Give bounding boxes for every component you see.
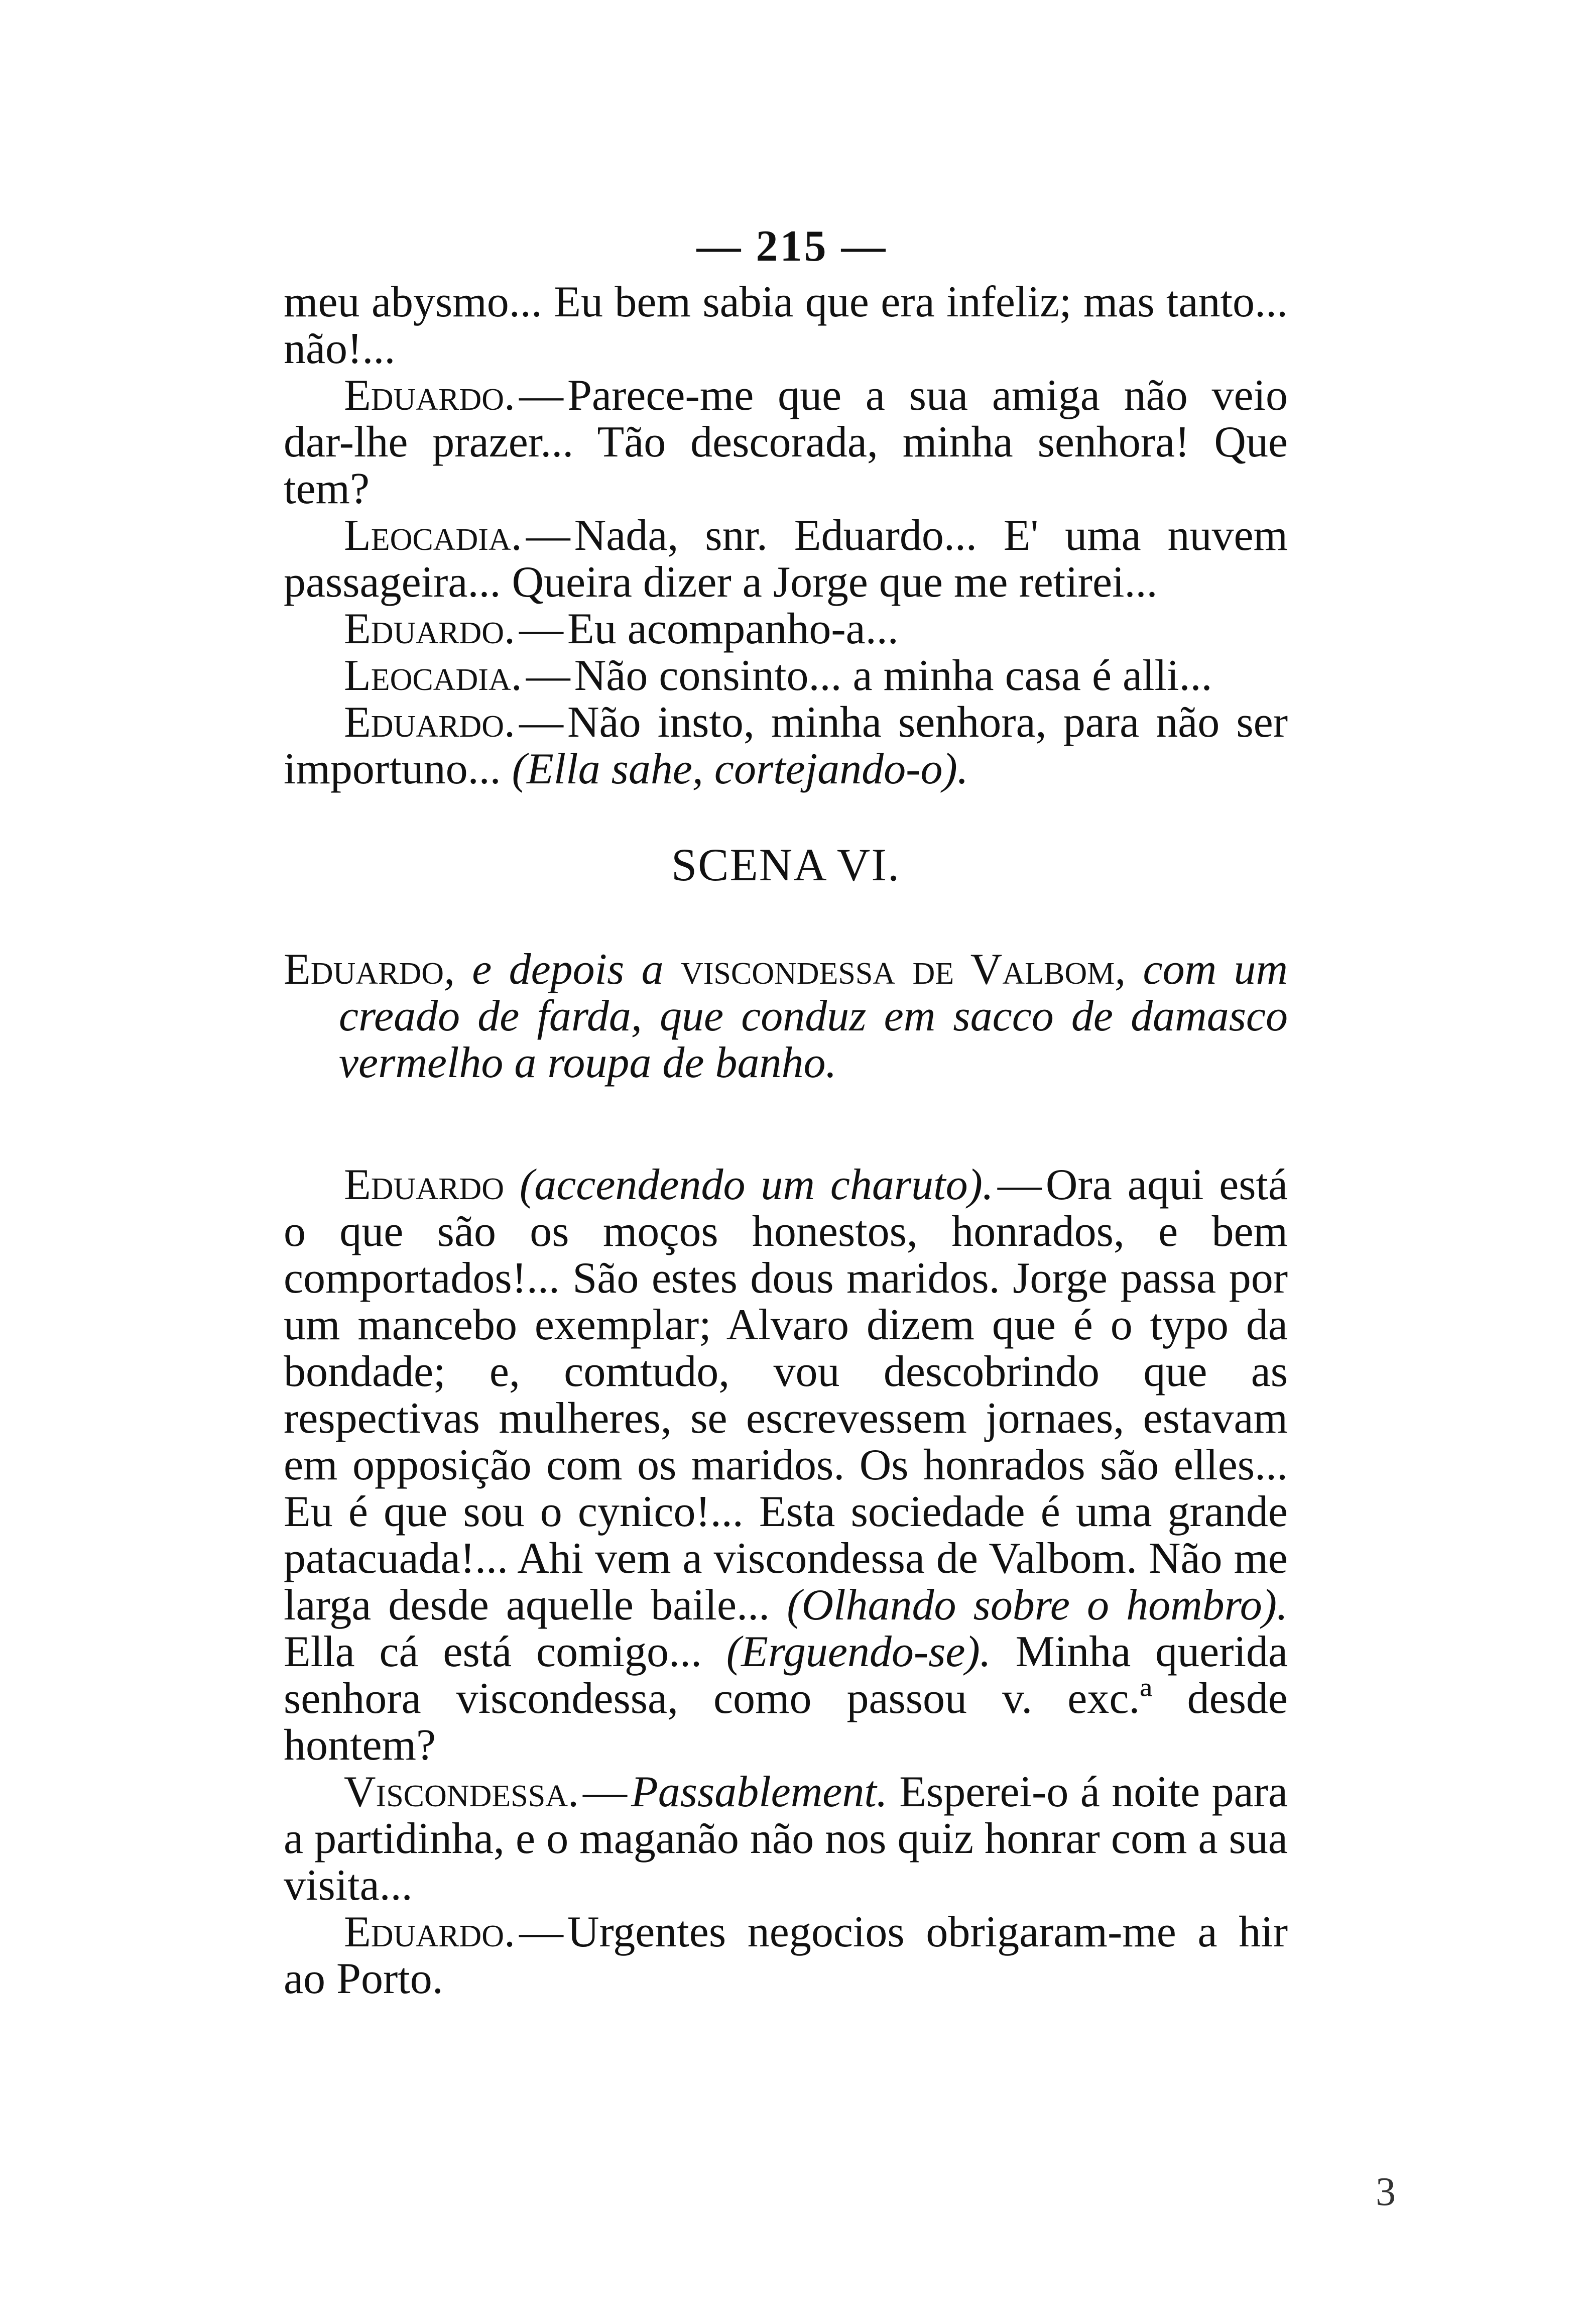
dash: — bbox=[526, 511, 570, 560]
speaker-name: Eduardo bbox=[344, 1160, 504, 1209]
dialogue-line bbox=[284, 699, 1288, 792]
scene-heading: SCENA VI. bbox=[671, 839, 900, 890]
page-number: — 215 — bbox=[696, 222, 888, 271]
cast-name: viscondessa de Valbom bbox=[680, 945, 1115, 994]
foreign-word: Passablement. bbox=[631, 1768, 888, 1816]
dash: — bbox=[526, 651, 570, 700]
dash: — bbox=[997, 1160, 1042, 1209]
dash: — bbox=[519, 371, 563, 420]
speaker-name: Eduardo. bbox=[344, 698, 515, 747]
dialogue-line bbox=[284, 1909, 1288, 2002]
dialogue-line bbox=[284, 1161, 1288, 1769]
signature-mark: 3 bbox=[1376, 2170, 1396, 2214]
dialogue-text: Minha querida senhora viscondessa, como passou v. exc.ª desde hontem? bbox=[284, 1628, 1288, 1770]
dash: — bbox=[519, 698, 563, 747]
dialogue-line bbox=[284, 1769, 1288, 1909]
speaker-name: Leocadia. bbox=[344, 651, 522, 700]
dialogue-line bbox=[284, 372, 1288, 512]
dialogue-text: Parece-me que a sua amiga não veio dar-lhe prazer... Tão descorada, minha senhora! Que tem? bbox=[284, 371, 1288, 513]
dialogue-line bbox=[284, 606, 1288, 652]
paragraph-text: meu abysmo... Eu bem sabia que era infeliz; mas tanto... não!... bbox=[284, 278, 1288, 373]
speaker-name: Leocadia. bbox=[344, 511, 522, 560]
stage-direction: (Erguendo-se). bbox=[726, 1628, 991, 1676]
dialogue-text: Eu acompanho-a... bbox=[567, 605, 899, 653]
dialogue-text: Ella cá está comigo... bbox=[284, 1628, 702, 1676]
dash: — bbox=[519, 1908, 563, 1956]
cast-name: Eduardo bbox=[284, 945, 444, 994]
dash: — bbox=[519, 605, 563, 653]
page-body bbox=[284, 279, 1288, 2002]
dash: — bbox=[582, 1768, 627, 1816]
speaker-name: Eduardo. bbox=[344, 605, 515, 653]
cast-joiner: , e depois a bbox=[443, 945, 664, 994]
dialogue-text: Nada, snr. Eduardo... E' uma nuvem passageira... Queira dizer a Jorge que me retirei... bbox=[284, 511, 1288, 607]
stage-direction: (Ella sahe, cortejando-o). bbox=[512, 745, 968, 793]
cast-description: , com um creado de farda, que conduz em sacco de damasco vermelho a roupa de banho. bbox=[339, 945, 1288, 1087]
speaker-name: Eduardo. bbox=[344, 371, 515, 420]
speaker-name: Viscondessa. bbox=[344, 1768, 579, 1816]
stage-direction: (accendendo um charuto). bbox=[519, 1160, 994, 1209]
dialogue-line bbox=[284, 512, 1288, 606]
dialogue-text: Ora aqui está o que são os moços honestos, honrados, e bem comportados!... São estes dous maridos. Jorge passa por um mancebo exemplar; Alvaro dizem que é o typo da bondade; e, comtudo, vou descobrindo que as respectivas mulheres, se escrevessem jornaes, estavam em opposição com os maridos. Os honrados são elles... Eu é que sou o cynico!... Esta sociedade é uma grande patacuada!... Ahi vem a viscondessa de Valbom. Não me larga desde aquelle baile... bbox=[284, 1160, 1288, 1630]
dialogue-text: Urgentes negocios obrigaram-me a hir ao Porto. bbox=[284, 1908, 1288, 2003]
dialogue-text: Não consinto... a minha casa é alli... bbox=[574, 651, 1212, 700]
dialogue-text: Não insto, minha senhora, para não ser importuno... bbox=[284, 698, 1288, 793]
cast-list bbox=[284, 946, 1288, 1086]
dialogue-line bbox=[284, 652, 1288, 699]
paragraph bbox=[284, 279, 1288, 372]
speaker-name: Eduardo. bbox=[344, 1908, 515, 1956]
stage-direction: (Olhando sobre o hombro). bbox=[787, 1581, 1288, 1630]
dialogue-text: Esperei-o á noite para a partidinha, e o maganão não nos quiz honrar com a sua visita... bbox=[284, 1768, 1288, 1910]
